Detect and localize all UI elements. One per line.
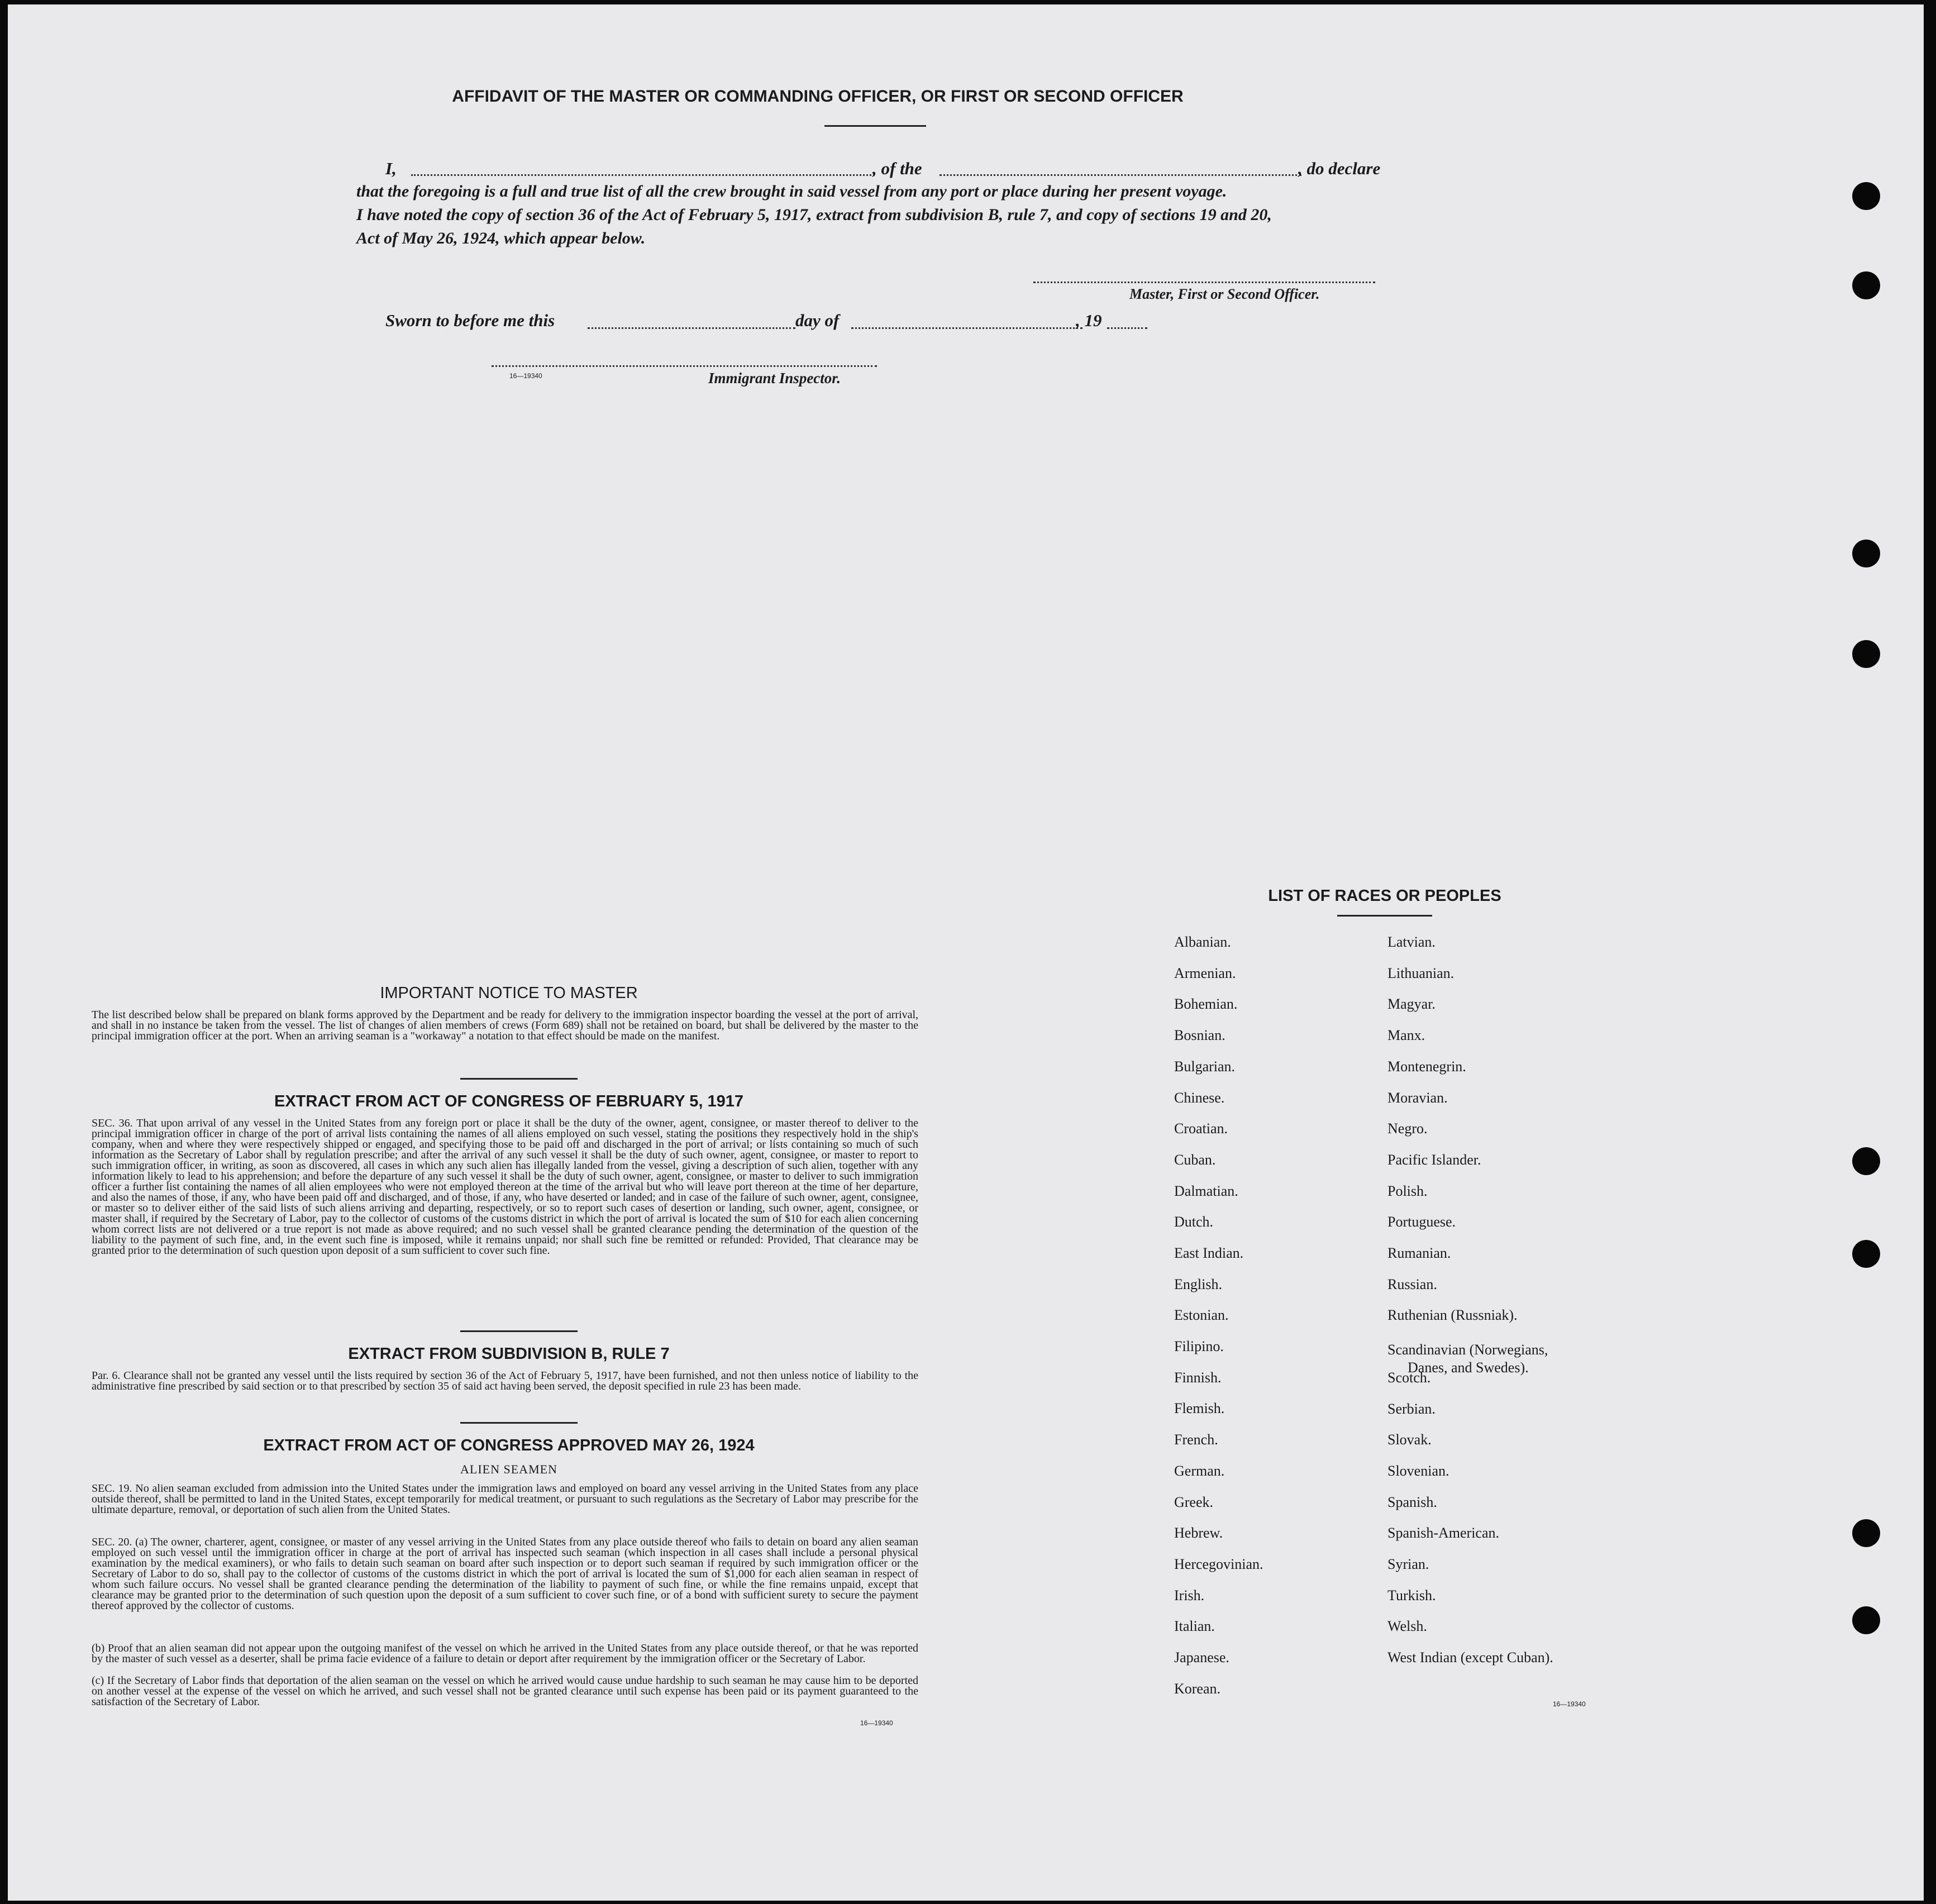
races-title: LIST OF RACES OR PEOPLES xyxy=(1268,887,1501,905)
race-entry: Welsh. xyxy=(1387,1618,1427,1634)
race-entry: Estonian. xyxy=(1174,1307,1229,1323)
race-entry: Latvian. xyxy=(1387,934,1436,950)
extract-1917-title: EXTRACT FROM ACT OF CONGRESS OF FEBRUARY 5, 1917 xyxy=(274,1092,744,1110)
punch-hole xyxy=(1852,1147,1880,1175)
race-entry: Filipino. xyxy=(1174,1338,1224,1354)
race-entry: Italian. xyxy=(1174,1618,1215,1634)
i-label: I, xyxy=(385,159,397,178)
extract-1924-sec20a: SEC. 20. (a) The owner, charterer, agent, consignee, or master of any vessel arriving in the United States from any place outside thereof who fails to detain on board any alien seaman employed on such vessel until the immigration officer in charge at the port of arrival has inspected such seaman (which inspection in all cases shall include a personal physical examination by the medical examiners), or who fails to detain such seaman on board after such inspection or to deport such seaman if required by such immigration officer or the Secretary of Labor to do so, shall pay to the collector of customs of the customs district in which the port of arrival is located the sum of $1,000 for each alien seaman in respect of whom such failure occurs. No vessel shall be granted clearance pending the determination of the liability to payment of such fine, or while the fine remains unpaid, except that clearance may be granted prior to the determination of such question upon the deposit of a sum sufficient to cover such fine, or of a bond with sufficient surety to secure the payment thereof approved by the collector of customs. xyxy=(92,1536,918,1612)
race-entry: Serbian. xyxy=(1387,1401,1436,1417)
signature-label: Master, First or Second Officer. xyxy=(1129,286,1320,302)
race-entry: Dutch. xyxy=(1174,1214,1214,1230)
extract-1924-sec19: SEC. 19. No alien seaman excluded from admission into the United States under the immigration laws and employed on board any vessel arriving in the United States from any place outside thereof, shall be permitted to land in the United States, except temporarily for medical treatment, or pursuant to such regulations as the Secretary of Labor may prescribe for the ultimate departure, removal, or deportation of such alien from the United States. xyxy=(92,1482,918,1516)
punch-hole xyxy=(1852,1240,1880,1268)
punch-hole xyxy=(1852,271,1880,299)
race-entry: Bohemian. xyxy=(1174,996,1238,1012)
form-code: 16—19340 xyxy=(860,1719,893,1727)
extract-1924-sec20c: (c) If the Secretary of Labor finds that deportation of the alien seaman on the vessel on which he arrived would cause undue hardship to such seaman he may cause him to be deported on another vessel at the expense of the vessel on which he arrived, and such vessel shall not be granted clearance until such expense has been paid or its payment guaranteed to the satisfaction of the Secretary of Labor. xyxy=(92,1674,918,1708)
extract-1924-subtitle: ALIEN SEAMEN xyxy=(460,1462,557,1476)
race-entry: Spanish. xyxy=(1387,1494,1437,1510)
section-rule xyxy=(460,1078,578,1080)
day-of-label: day of xyxy=(795,311,840,330)
race-entry: Greek. xyxy=(1174,1494,1214,1510)
race-entry: Finnish. xyxy=(1174,1369,1222,1386)
sworn-day-field[interactable] xyxy=(588,327,795,329)
document-page xyxy=(8,4,1924,1901)
form-code: 16—19340 xyxy=(509,372,542,380)
race-entry: Portuguese. xyxy=(1387,1214,1456,1230)
race-entry: Slovenian. xyxy=(1387,1463,1449,1479)
race-entry: Armenian. xyxy=(1174,965,1236,981)
race-entry: Cuban. xyxy=(1174,1152,1216,1168)
race-entry: Pacific Islander. xyxy=(1387,1152,1481,1168)
notice-text: The list described below shall be prepared on blank forms approved by the Department and be ready for delivery to the immigration inspector boarding the vessel at the port of arrival, and shall in no instance be taken from the vessel. The list of changes of alien members of crews (Form 689) shall not be retained on board, but shall be delivered by the master to the principal immigration officer at the port. When an arriving seaman is a "workaway" a notation to that effect should be made on the manifest. xyxy=(92,1009,918,1042)
punch-hole xyxy=(1852,540,1880,567)
race-entry: Slovak. xyxy=(1387,1431,1432,1448)
race-entry: Russian. xyxy=(1387,1276,1437,1292)
punch-hole xyxy=(1852,640,1880,668)
vessel-field[interactable] xyxy=(940,174,1301,176)
name-field[interactable] xyxy=(411,174,875,176)
race-entry: Montenegrin. xyxy=(1387,1058,1466,1075)
section-rule xyxy=(460,1422,578,1424)
race-entry: Croatian. xyxy=(1174,1120,1228,1137)
inspector-label: Immigrant Inspector. xyxy=(708,370,841,386)
affidavit-body-line: Act of May 26, 1924, which appear below. xyxy=(356,229,646,247)
signature-field[interactable] xyxy=(1033,281,1375,283)
race-entry: Ruthenian (Russniak). xyxy=(1387,1307,1518,1323)
race-entry: Spanish-American. xyxy=(1387,1525,1500,1541)
affidavit-title: AFFIDAVIT OF THE MASTER OR COMMANDING OFFICER, OR FIRST OR SECOND OFFICER xyxy=(452,87,1184,106)
race-entry: Korean. xyxy=(1174,1681,1221,1697)
affidavit-body-line: that the foregoing is a full and true list of all the crew brought in said vessel from any port or place during her present voyage. xyxy=(356,182,1227,201)
extract-1917-text: SEC. 36. That upon arrival of any vessel in the United States from any foreign port or place it shall be the duty of the owner, agent, consignee, or master thereof to deliver to the principal immigration officer in charge of the port of arrival lists containing the names of all aliens employed on such vessel, stating the positions they respectively hold in the ship's company, when and where they were respectively shipped or engaged, and specifying those to be paid off and discharged in the port of arrival; or lists containing so much of such information as the Secretary of Labor shall by regulation prescribe; and after the arrival of any such vessel it shall be the duty of such owner, agent, consignee, or master to report to such immigration officer, in writing, as soon as discovered, all cases in which any such alien has illegally landed from the vessel, giving a description of such alien, together with any information likely to lead to his apprehension; and before the departure of any such vessel it shall be the duty of such owner, agent, consignee, or master to deliver to such immigration officer a further list containing the names of all alien employees who were not employed thereon at the time of the arrival but who will leave port thereon at the time of her departure, and also the names of those, if any, who have been paid off and discharged, and of those, if any, who have deserted or landed; and in case of the failure of such owner, agent, consignee, or master so to deliver either of the said lists of such aliens arriving and departing, respectively, or so to report such cases of desertion or landing, such owner, agent, consignee, or master shall, if required by the Secretary of Labor, pay to the collector of customs of the customs district in which the port of arrival is located the sum of $10 for each alien concerning whom correct lists are not delivered or a true report is not made as above required; and no such vessel shall be granted clearance pending the determination of the question of the liability to the payment of such fine, and, in the event such fine is imposed, while it remains unpaid; nor shall such fine be remitted or refunded: Provided, That clearance may be granted prior to the determination of such question upon deposit of a sum sufficient to cover such fine. xyxy=(92,1117,918,1257)
race-entry: Chinese. xyxy=(1174,1090,1225,1106)
extract-rule7-title: EXTRACT FROM SUBDIVISION B, RULE 7 xyxy=(348,1345,670,1363)
race-entry: Turkish. xyxy=(1387,1587,1436,1604)
sworn-label: Sworn to before me this xyxy=(385,311,555,330)
race-entry: East Indian. xyxy=(1174,1245,1244,1261)
title-rule xyxy=(824,125,926,127)
race-entry: Lithuanian. xyxy=(1387,965,1455,981)
race-entry: French. xyxy=(1174,1431,1218,1448)
section-rule xyxy=(460,1330,578,1332)
race-entry: Negro. xyxy=(1387,1120,1428,1137)
race-entry: Syrian. xyxy=(1387,1556,1429,1572)
race-entry: Irish. xyxy=(1174,1587,1205,1604)
race-entry: Manx. xyxy=(1387,1027,1425,1043)
sworn-year-field[interactable] xyxy=(1107,327,1147,329)
year-label: , 19 xyxy=(1076,311,1102,330)
race-entry: Hebrew. xyxy=(1174,1525,1223,1541)
race-entry: Danes, and Swedes). xyxy=(1408,1359,1529,1376)
race-entry: Moravian. xyxy=(1387,1090,1448,1106)
race-entry: German. xyxy=(1174,1463,1225,1479)
inspector-signature-field[interactable] xyxy=(492,365,877,367)
punch-hole xyxy=(1852,182,1880,210)
race-entry: Scandinavian (Norwegians, xyxy=(1387,1342,1548,1358)
extract-1924-title: EXTRACT FROM ACT OF CONGRESS APPROVED MAY 26, 1924 xyxy=(263,1437,755,1454)
affidavit-body-line: I have noted the copy of section 36 of the Act of February 5, 1917, extract from subdivision B, rule 7, and copy of sections 19 and 20, xyxy=(356,206,1272,224)
sworn-month-field[interactable] xyxy=(851,327,1083,329)
of-the-label: , of the xyxy=(872,159,922,178)
form-code: 16—19340 xyxy=(1553,1700,1586,1708)
race-entry: Bulgarian. xyxy=(1174,1058,1236,1075)
extract-rule7-text: Par. 6. Clearance shall not be granted any vessel until the lists required by section 36 of the Act of February 5, 1917, have been furnished, and not then unless notice of liability to the administrative fine prescribed by said section or to that prescribed by section 35 of said act having been served, the deposit specified in rule 23 has been made. xyxy=(92,1369,918,1392)
race-entry: Scotch. xyxy=(1387,1369,1431,1386)
race-entry: English. xyxy=(1174,1276,1222,1292)
race-entry: Rumanian. xyxy=(1387,1245,1451,1261)
race-entry: Polish. xyxy=(1387,1183,1428,1199)
race-entry: West Indian (except Cuban). xyxy=(1387,1649,1553,1666)
race-entry: Bosnian. xyxy=(1174,1027,1226,1043)
races-title-rule xyxy=(1337,915,1432,917)
race-entry: Hercegovinian. xyxy=(1174,1556,1263,1572)
punch-hole xyxy=(1852,1519,1880,1547)
do-declare-label: , do declare xyxy=(1298,159,1381,178)
race-entry: Japanese. xyxy=(1174,1649,1229,1666)
race-entry: Flemish. xyxy=(1174,1400,1225,1416)
punch-hole xyxy=(1852,1606,1880,1634)
race-entry: Dalmatian. xyxy=(1174,1183,1238,1199)
race-entry: Albanian. xyxy=(1174,934,1231,950)
extract-1924-sec20b: (b) Proof that an alien seaman did not appear upon the outgoing manifest of the vessel on which he arrived in the United States from any place outside thereof, or that he was reported by the master of such vessel as a deserter, shall be prima facie evidence of a failure to detain or deport after requirement by the immigration officer or the Secretary of Labor. xyxy=(92,1642,918,1665)
race-entry: Magyar. xyxy=(1387,996,1436,1012)
notice-title: IMPORTANT NOTICE TO MASTER xyxy=(380,984,638,1002)
